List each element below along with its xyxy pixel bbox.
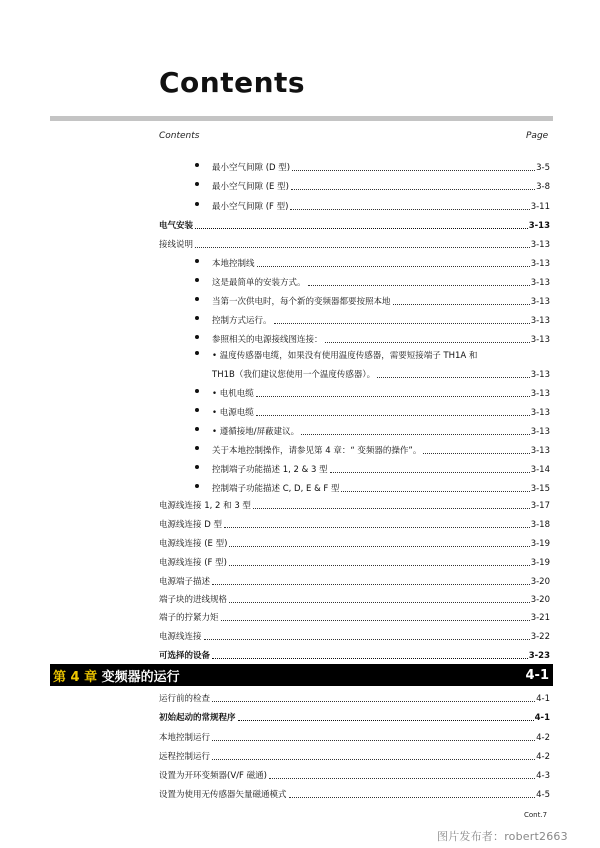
toc-entry-label-line1: • 温度传感器电缆，如果没有使用温度传感器，需要短接端子 TH1A 和: [212, 351, 478, 361]
dot-leader: [212, 583, 530, 585]
toc-entry-label: 最小空气间隙 (F 型): [212, 202, 289, 212]
toc-entry-multiline[interactable]: [195, 348, 550, 362]
toc-entry[interactable]: [159, 691, 550, 705]
toc-entry-page: 3-21: [530, 613, 550, 623]
toc-entry[interactable]: [195, 199, 550, 213]
dot-leader: [330, 471, 530, 473]
toc-entry-label: 远程控制运行: [159, 752, 211, 762]
toc-entry-page: 3-13: [530, 427, 550, 437]
toc-entry-page: 4-3: [536, 771, 550, 781]
page-footer: Cont.7: [524, 811, 548, 819]
toc-entry-page: 3-18: [530, 520, 550, 530]
toc-entry[interactable]: [159, 592, 550, 606]
toc-entry[interactable]: [159, 610, 550, 624]
toc-entry-label: 电源线连接 1, 2 和 3 型: [159, 501, 251, 511]
toc-entry-page: 3-14: [530, 465, 550, 475]
toc-entry-page: 3-15: [530, 484, 550, 494]
toc-entry[interactable]: [195, 275, 550, 289]
dot-leader: [212, 657, 528, 659]
toc-entry-label: 本地控制运行: [159, 733, 211, 743]
toc-entry-label: 这是最简单的安装方式。: [212, 278, 306, 288]
title-rule: [50, 116, 553, 121]
toc-entry-label: 设置为开环变频器(V/F 磁通): [159, 771, 267, 781]
toc-entry-label-line2: TH1B（我们建议您使用一个温度传感器）。: [212, 370, 376, 380]
dot-leader: [289, 796, 536, 798]
dot-leader: [274, 322, 530, 324]
toc-entry-page: 3-8: [536, 182, 550, 192]
toc-entry-page: 3-17: [530, 501, 550, 511]
chapter-banner[interactable]: [50, 664, 553, 686]
dot-leader: [269, 777, 535, 779]
bullet-icon: [195, 408, 199, 412]
toc-entry-page: 3-19: [530, 539, 550, 549]
toc-entry-page: 3-20: [530, 595, 550, 605]
toc-entry-label: 电源线连接 D 型: [159, 520, 222, 530]
chapter-page: 4-1: [525, 667, 549, 683]
dot-leader: [224, 526, 530, 528]
toc-entry-label: 控制端子功能描述 1, 2 & 3 型: [212, 465, 328, 475]
bullet-icon: [195, 446, 199, 450]
toc-entry-page: 4-2: [536, 733, 550, 743]
dot-leader: [325, 341, 530, 343]
dot-leader: [290, 208, 529, 210]
toc-entry-label: 关于本地控制操作，请参见第 4 章：“ 变频器的操作”。: [212, 446, 422, 456]
toc-entry[interactable]: [195, 332, 550, 346]
bullet-icon: [195, 351, 199, 355]
toc-entry[interactable]: [195, 443, 550, 457]
dot-leader: [301, 433, 530, 435]
toc-entry[interactable]: [159, 517, 550, 531]
toc-entry-label: 最小空气间隙 (D 型): [212, 163, 291, 173]
toc-entry-page: 4-5: [536, 790, 550, 800]
toc-entry-page: 3-5: [536, 163, 550, 173]
toc-entry[interactable]: [159, 648, 550, 662]
toc-entry[interactable]: [195, 294, 550, 308]
toc-entry-page: 3-23: [528, 651, 550, 661]
chapter-title: 变频器的运行: [101, 669, 180, 685]
toc-entry-page: 3-22: [530, 632, 550, 642]
bullet-icon: [195, 484, 199, 488]
toc-entry-label: 电源线连接 (F 型): [159, 558, 227, 568]
dot-leader: [238, 719, 534, 721]
toc-entry-label: 电源端子描述: [159, 577, 211, 587]
toc-entry-label: 电源线连接: [159, 632, 202, 642]
toc-entry-multiline-cont[interactable]: [195, 367, 550, 381]
bullet-icon: [195, 465, 199, 469]
dot-leader: [341, 490, 529, 492]
bullet-icon: [195, 259, 199, 263]
toc-entry-label: 控制方式运行。: [212, 316, 272, 326]
dot-leader: [256, 414, 530, 416]
toc-entry[interactable]: [159, 498, 550, 512]
dot-leader: [393, 303, 530, 305]
toc-entry-label: 参照相关的电源接线图连接：: [212, 335, 323, 345]
toc-entry-label: 本地控制线: [212, 259, 255, 269]
dot-leader: [212, 758, 535, 760]
dot-leader: [195, 246, 530, 248]
dot-leader: [253, 507, 530, 509]
toc-entry[interactable]: [195, 462, 550, 476]
toc-entry-label: 电源线连接 (E 型): [159, 539, 228, 549]
page-title: Contents: [159, 66, 306, 99]
bullet-icon: [195, 163, 199, 167]
toc-entry-page: 3-13: [530, 297, 550, 307]
toc-entry[interactable]: [159, 629, 550, 643]
dot-leader: [377, 376, 530, 378]
dot-leader: [221, 619, 530, 621]
toc-entry[interactable]: [159, 218, 550, 232]
toc-entry-label: 控制端子功能描述 C, D, E & F 型: [212, 484, 340, 494]
dot-leader: [212, 700, 535, 702]
toc-entry[interactable]: [159, 536, 550, 550]
toc-entry-page: 3-13: [530, 316, 550, 326]
toc-entry[interactable]: [159, 730, 550, 744]
toc-entry-page: 3-13: [530, 408, 550, 418]
toc-entry[interactable]: [195, 386, 550, 400]
toc-entry-page: 3-11: [530, 202, 550, 212]
toc-entry-page: 3-13: [530, 370, 550, 380]
toc-entry-page: 3-13: [528, 221, 550, 231]
toc-entry-page: 3-13: [530, 259, 550, 269]
toc-entry[interactable]: [195, 256, 550, 270]
toc-entry-page: 4-1: [536, 694, 550, 704]
bullet-icon: [195, 335, 199, 339]
toc-entry-page: 3-13: [530, 335, 550, 345]
toc-entry-label: 最小空气间隙 (E 型): [212, 182, 289, 192]
toc-entry-label: 运行前的检查: [159, 694, 211, 704]
toc-entry[interactable]: [159, 787, 550, 801]
toc-entry[interactable]: [159, 555, 550, 569]
toc-entry[interactable]: [195, 313, 550, 327]
dot-leader: [204, 638, 530, 640]
chapter-heading: [50, 666, 180, 685]
header-page-label: Page: [526, 131, 549, 141]
bullet-icon: [195, 182, 199, 186]
toc-entry-page: 3-19: [530, 558, 550, 568]
header-contents-label: Contents: [159, 131, 200, 141]
dot-leader: [423, 452, 529, 454]
toc-entry-label: • 电源电缆: [212, 408, 254, 418]
toc-entry[interactable]: [195, 424, 550, 438]
dot-leader: [229, 564, 530, 566]
dot-leader: [212, 739, 535, 741]
chapter-number: 第 4 章: [53, 669, 98, 685]
toc-entry-label: 初始起动的常规程序: [159, 713, 236, 723]
bullet-icon: [195, 297, 199, 301]
toc-entry-page: 3-13: [530, 446, 550, 456]
toc-entry[interactable]: [195, 179, 550, 193]
toc-entry[interactable]: [159, 237, 550, 251]
dot-leader: [308, 284, 530, 286]
toc-entry-label: 端子块的进线规格: [159, 595, 228, 605]
dot-leader: [229, 545, 529, 547]
bullet-icon: [195, 202, 199, 206]
toc-entry[interactable]: [159, 574, 550, 588]
toc-entry-label: 接线说明: [159, 240, 194, 250]
dot-leader: [257, 265, 530, 267]
dot-leader: [292, 169, 535, 171]
toc-entry-page: 4-1: [534, 713, 550, 723]
toc-entry-page: 4-2: [536, 752, 550, 762]
bullet-icon: [195, 316, 199, 320]
toc-entry-label: 设置为使用无传感器矢量磁通模式: [159, 790, 287, 800]
bullet-icon: [195, 278, 199, 282]
toc-entry-page: 3-13: [530, 240, 550, 250]
dot-leader: [195, 227, 528, 229]
toc-entry[interactable]: [159, 710, 550, 724]
dot-leader: [256, 395, 530, 397]
bullet-icon: [195, 389, 199, 393]
toc-entry-label: 电气安装: [159, 221, 194, 231]
dot-leader: [229, 601, 530, 603]
dot-leader: [291, 188, 535, 190]
toc-entry-label: 可选择的设备: [159, 651, 211, 661]
toc-entry[interactable]: [159, 749, 550, 763]
toc-entry[interactable]: [195, 481, 550, 495]
toc-entry[interactable]: [195, 160, 550, 174]
toc-entry[interactable]: [159, 768, 550, 782]
toc-entry-page: 3-13: [530, 278, 550, 288]
toc-entry-label: • 电机电缆: [212, 389, 254, 399]
toc-entry-label: 当第一次供电时，每个新的变频器都要按照本地: [212, 297, 391, 307]
watermark-text: 图片发布者：robert2663: [437, 830, 568, 843]
toc-entry[interactable]: [195, 405, 550, 419]
toc-entry-label: • 遵循接地/屏蔽建议。: [212, 427, 300, 437]
bullet-icon: [195, 427, 199, 431]
toc-entry-page: 3-13: [530, 389, 550, 399]
toc-entry-page: 3-20: [530, 577, 550, 587]
toc-entry-label: 端子的拧紧力矩: [159, 613, 219, 623]
